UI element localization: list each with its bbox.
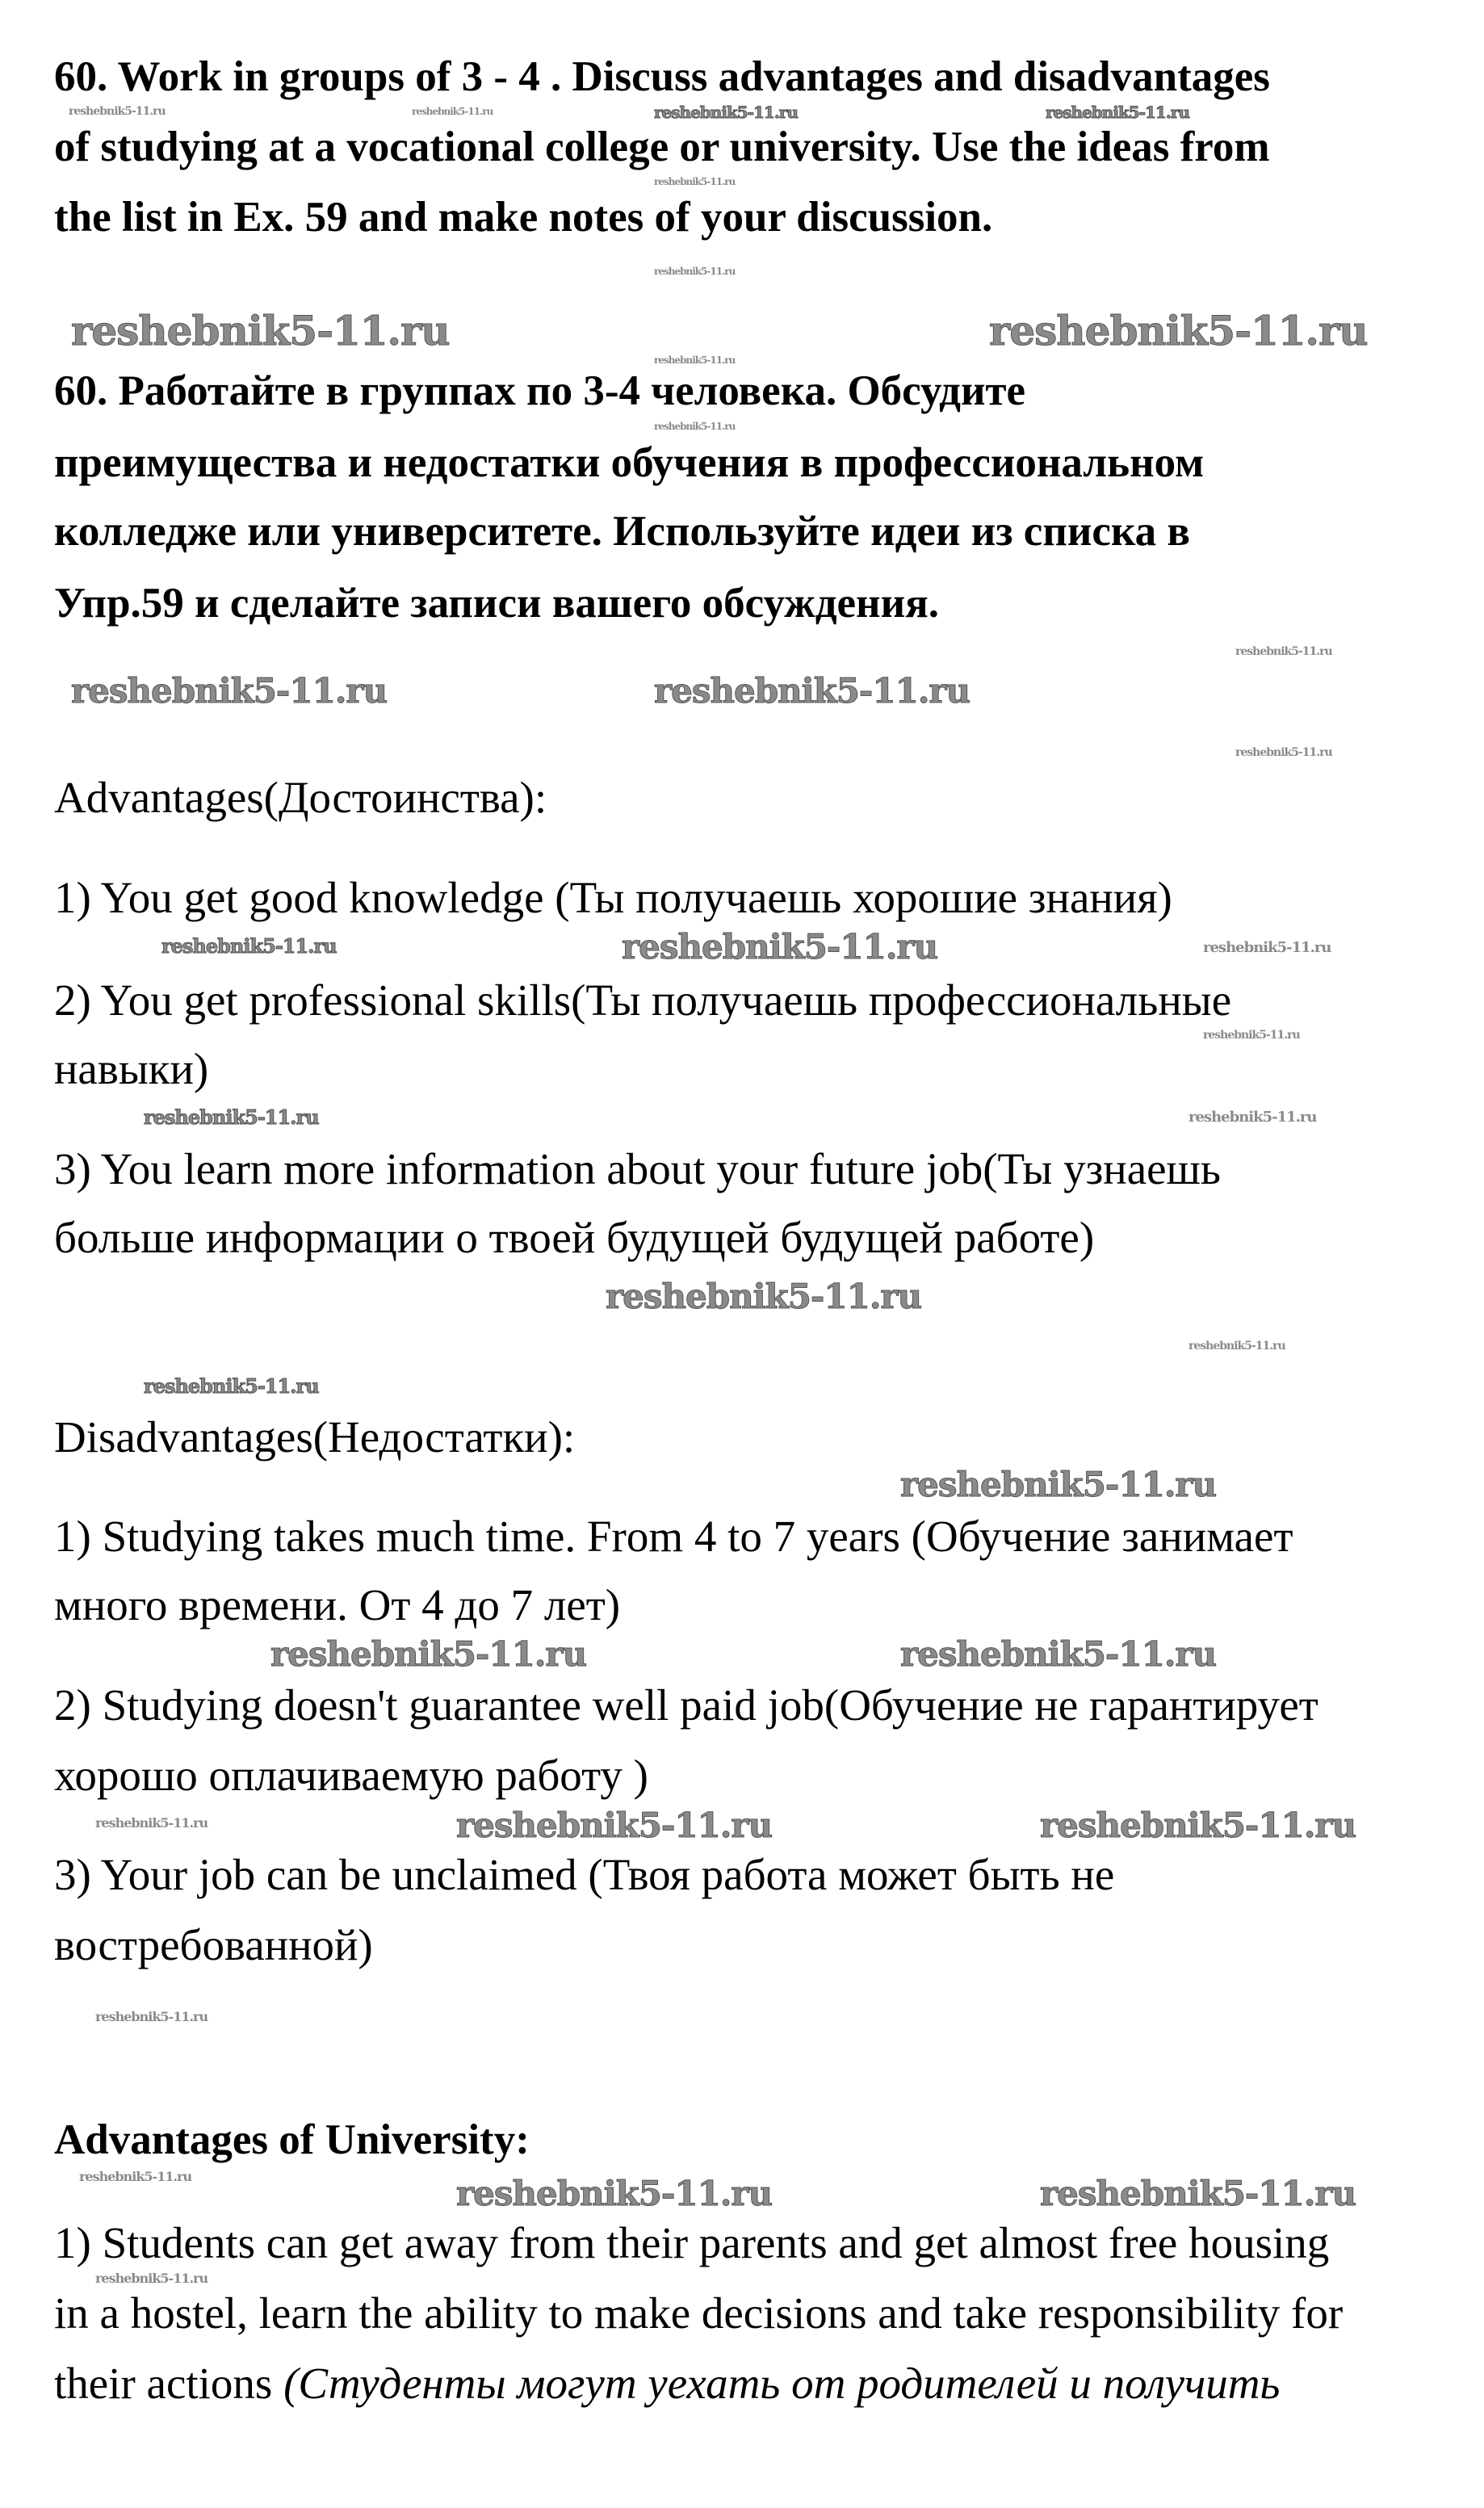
text-italic-translation: (Студенты могут уехать от родителей и получить bbox=[283, 2359, 1281, 2408]
list-item: 1) Students can get away from their parents and get almost free housing bbox=[54, 2218, 1330, 2267]
task-line: преимущества и недостатки обучения в профессиональном bbox=[54, 439, 1205, 486]
list-item: 2) You get professional skills(Ты получаешь профессиональные bbox=[54, 975, 1232, 1025]
watermark-text: reshebnik5-11.ru bbox=[95, 2271, 208, 2286]
watermark-text: reshebnik5-11.ru bbox=[69, 105, 166, 118]
list-item: больше информации о твоей будущей будущей работе) bbox=[54, 1213, 1095, 1262]
watermark-text: reshebnik5-11.ru bbox=[622, 927, 938, 967]
advantages-heading: Advantages(Достоинства): bbox=[54, 773, 547, 822]
list-item: много времени. От 4 до 7 лет) bbox=[54, 1580, 621, 1629]
watermark-text: reshebnik5-11.ru bbox=[456, 2174, 773, 2213]
list-item: in a hostel, learn the ability to make decisions and take responsibility for bbox=[54, 2288, 1344, 2338]
watermark-text: reshebnik5-11.ru bbox=[95, 2009, 208, 2024]
list-item: 1) You get good knowledge (Ты получаешь хорошие знания) bbox=[54, 873, 1172, 922]
text-plain: their actions bbox=[54, 2359, 284, 2408]
watermark-text: reshebnik5-11.ru bbox=[95, 1815, 208, 1831]
watermark-text: reshebnik5-11.ru bbox=[654, 354, 736, 366]
watermark-text: reshebnik5-11.ru bbox=[270, 1634, 587, 1674]
watermark-text: reshebnik5-11.ru bbox=[71, 307, 450, 354]
task-line: 60. Работайте в группах по 3-4 человека. Обсудите bbox=[54, 367, 1026, 414]
university-heading: Advantages of University: bbox=[54, 2116, 530, 2163]
watermark-text: reshebnik5-11.ru bbox=[654, 671, 970, 711]
list-item: хорошо оплачиваемую работу ) bbox=[54, 1751, 648, 1800]
list-item: востребованной) bbox=[54, 1920, 373, 1969]
list-item: навыки) bbox=[54, 1044, 209, 1093]
disadvantages-heading: Disadvantages(Недостатки): bbox=[54, 1412, 576, 1462]
watermark-text: reshebnik5-11.ru bbox=[654, 176, 736, 187]
list-item: 1) Studying takes much time. From 4 to 7 years (Обучение занимает bbox=[54, 1512, 1293, 1561]
watermark-text: reshebnik5-11.ru bbox=[1203, 1029, 1300, 1042]
watermark-text: reshebnik5-11.ru bbox=[1203, 939, 1331, 956]
watermark-text: reshebnik5-11.ru bbox=[654, 421, 736, 432]
watermark-text: reshebnik5-11.ru bbox=[606, 1277, 922, 1316]
watermark-text: reshebnik5-11.ru bbox=[456, 1806, 773, 1845]
task-line: 60. Work in groups of 3 - 4 . Discuss advantages and disadvantages bbox=[54, 53, 1270, 100]
watermark-text: reshebnik5-11.ru bbox=[144, 1105, 319, 1129]
watermark-text: reshebnik5-11.ru bbox=[1235, 645, 1332, 658]
task-line: колледже или университете. Используйте идеи из списка в bbox=[54, 508, 1191, 555]
watermark-text: reshebnik5-11.ru bbox=[989, 307, 1368, 354]
task-line: Упр.59 и сделайте записи вашего обсуждения. bbox=[54, 580, 940, 627]
watermark-text: reshebnik5-11.ru bbox=[900, 1465, 1217, 1504]
watermark-text: reshebnik5-11.ru bbox=[71, 671, 388, 711]
watermark-text: reshebnik5-11.ru bbox=[1040, 1806, 1356, 1845]
watermark-text: reshebnik5-11.ru bbox=[79, 2169, 192, 2184]
watermark-text: reshebnik5-11.ru bbox=[1235, 746, 1332, 759]
watermark-text: reshebnik5-11.ru bbox=[1188, 1340, 1285, 1353]
watermark-text: reshebnik5-11.ru bbox=[1040, 2174, 1356, 2213]
list-item: 3) You learn more information about your future job(Ты узнаешь bbox=[54, 1144, 1221, 1193]
task-line: the list in Ex. 59 and make notes of your discussion. bbox=[54, 194, 993, 241]
watermark-text: reshebnik5-11.ru bbox=[1188, 1109, 1317, 1126]
watermark-text: reshebnik5-11.ru bbox=[654, 266, 736, 277]
watermark-text: reshebnik5-11.ru bbox=[900, 1634, 1217, 1674]
task-line: of studying at a vocational college or university. Use the ideas from bbox=[54, 124, 1270, 170]
watermark-text: reshebnik5-11.ru bbox=[654, 103, 798, 122]
list-item bbox=[54, 2358, 1280, 2409]
watermark-text: reshebnik5-11.ru bbox=[1046, 103, 1189, 122]
watermark-text: reshebnik5-11.ru bbox=[412, 106, 493, 117]
list-item: 2) Studying doesn't guarantee well paid job(Обучение не гарантирует bbox=[54, 1680, 1318, 1730]
watermark-text: reshebnik5-11.ru bbox=[144, 1374, 319, 1398]
list-item: 3) Your job can be unclaimed (Твоя работа может быть не bbox=[54, 1850, 1115, 1899]
watermark-text: reshebnik5-11.ru bbox=[161, 934, 337, 958]
